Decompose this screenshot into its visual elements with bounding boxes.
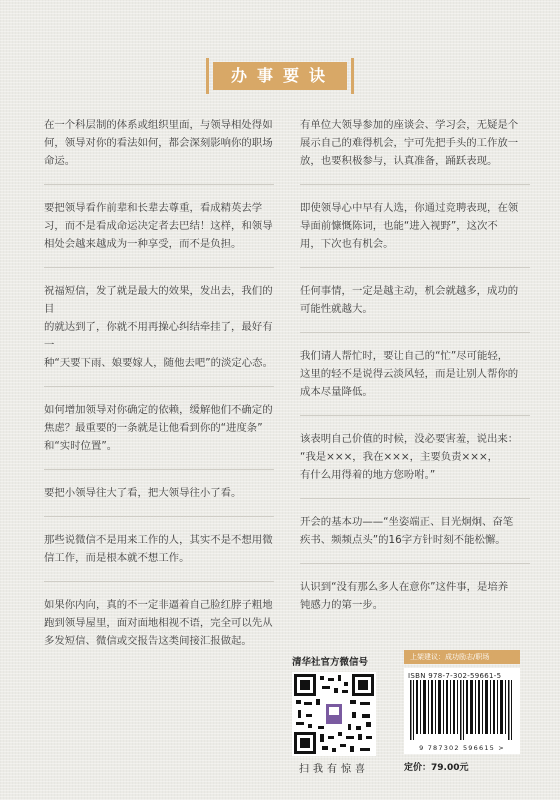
right-column [300,116,530,642]
tip-paragraph: 认识到“没有那么多人在意你”这件事，是培养 钝感力的第一步。 [300,581,509,611]
tip-paragraph: 在一个科层制的体系或组织里面，与领导相处得如 何，领导对你的看法如何，都会深刻影响你的职场 命运。 [44,116,274,185]
qr-title: 清华社官方微信号 [291,657,368,668]
tip-paragraph: 要把领导看作前辈和长辈去尊重，看成精英去学 习，而不是看成命运决定者去巴结！这样，和领导 相处会越来越成为一种享受，而不是负担。 [44,199,274,268]
tip-paragraph: 该表明自己价值的时候，没必要害羞，说出来： “我是×××，我在×××，主要负责×××， 有什么用得着的地方您吩咐。” [300,430,530,499]
section-title: 办事要诀 [213,62,347,90]
tip-paragraph: 那些说微信不是用来工作的人，其实不是不想用微 信工作，而是根本就不想工作。 [44,531,274,582]
shelf-category-label: 上架建议：成功励志/职场 [404,650,520,664]
tip-paragraph: 祝福短信，发了就是最大的效果，发出去，我们的目 的就达到了，你就不用再操心纠结牵挂了，最好有一 种“天要下雨、娘要嫁人，随他去吧”的淡定心态。 [44,282,274,387]
tip-paragraph: 如果你内向，真的不一定非逼着自己脸红脖子粗地 跑到领导屋里，面对面地相视不语，完全可以先从 多发短信、微信或交报告这类间接汇报做起。 [44,599,273,647]
tip-paragraph: 有单位大领导参加的座谈会、学习会，无疑是个 展示自己的难得机会，宁可先把手头的工作放一 放，也要积极参与，认真准备，踊跃表现。 [300,116,530,185]
barcode-block [404,650,520,773]
left-column [44,116,274,678]
barcode-box [404,668,520,754]
price-label: 定价：79.00元 [404,763,469,773]
barcode-icon [408,680,516,740]
tip-paragraph: 我们请人帮忙时，要让自己的“忙”尽可能轻， 这里的轻不是说得云淡风轻，而是让别人帮你的 成本尽量降低。 [300,347,530,416]
barcode-digits: 9 787302 596615 > [419,744,505,752]
tip-paragraph: 要把小领导往大了看，把大领导往小了看。 [44,484,274,517]
tip-paragraph: 开会的基本功——“坐姿端正、目光炯炯、奋笔 疾书、频频点头”的16字方针时刻不能松懈。 [300,513,530,564]
qr-code-icon[interactable] [292,672,376,756]
tip-paragraph: 即使领导心中早有人选，你通过竞聘表现，在领 导面前慷慨陈词，也能“进入视野”，这次不 用，下次也有机会。 [300,199,530,268]
wechat-qr-block [291,654,377,775]
tip-paragraph: 任何事情，一定是越主动，机会就越多，成功的 可能性就越大。 [300,282,530,333]
tip-paragraph: 如何增加领导对你确定的依赖，缓解他们不确定的 焦虑？最重要的一条就是让他看到你的“进度条” 和“实时位置”。 [44,401,274,470]
isbn-text: ISBN 978-7-302-59661-5 [408,672,502,680]
qr-caption: 扫我有惊喜 [299,764,369,775]
